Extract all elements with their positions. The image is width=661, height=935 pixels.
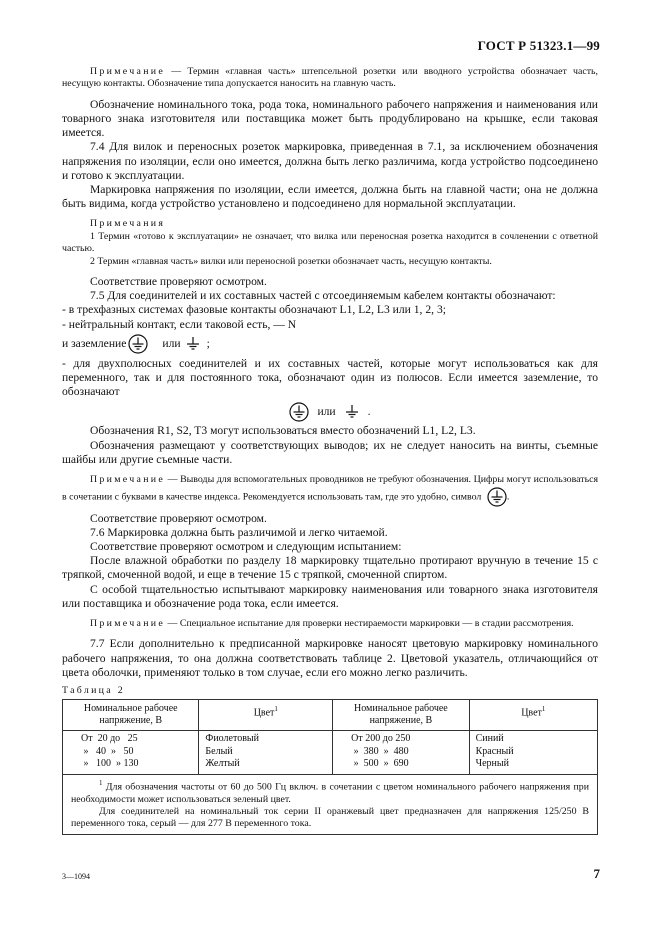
header-color-left [199, 700, 333, 731]
note-special-test [62, 618, 598, 630]
center-symbols [62, 402, 598, 422]
header-color-right [469, 700, 597, 731]
left-color-cell [199, 731, 333, 775]
table-caption: Таблица 2 [62, 684, 125, 696]
note-main-part [62, 66, 598, 91]
check-inspection-1: Соответствие проверяют осмотром. [90, 275, 267, 289]
paragraph-7-6: 7.6 Маркировка должна быть различимой и легко читаемой. [90, 525, 388, 539]
note-text: — Выводы для вспомогательных проводников не требуют обозначения. Цифры могут использоваться в сочетании с буквами в качестве индекса. Рекомендуется использовать там, где это удобно, символ [62, 474, 598, 502]
color-value: Черный [475, 758, 509, 770]
center-or: или [317, 405, 336, 419]
notes-heading: Примечания [90, 218, 166, 230]
footnote-2: Для соединителей на номинальный ток серии II оранжевый цвет предназначен для напряжения 125/250 В переменного тока, серый — для 277 В переменного тока. [71, 805, 589, 830]
item-neutral: - нейтральный контакт, если таковой есть, — N [62, 317, 297, 331]
footnote-sup: 1 [99, 778, 103, 787]
page-number: 7 [593, 866, 600, 881]
header-color-label: Цвет [253, 707, 275, 719]
note-text: — Термин «главная часть» штепсельной розетки или вводного устройства обозначает часть, несущую контакты. Обозначение типа допускается наносить на главную часть. [62, 66, 598, 90]
header-color-sup: 1 [541, 705, 546, 714]
paragraph-rated-marking: Обозначение номинального тока, рода тока, номинального рабочего напряжения и наименования или товарного знака изготовителя или поставщика может быть продублировано на крышке, если таковая имеется. [62, 97, 598, 140]
note-label: Примечание [90, 617, 166, 629]
paragraph-7-5: 7.5 Для соединителей и их составных частей с отсоединяемым кабелем контакты обозначают: [90, 289, 556, 303]
color-value: Белый [205, 745, 233, 757]
earth-prefix: и заземление [62, 336, 127, 350]
center-end: . [367, 405, 371, 419]
footnote-text: Для обозначения частоты от 60 до 500 Гц включ. в сочетании с цветом номинального рабочего напряжения при необходимости может использоваться зеленый цвет. [71, 781, 589, 805]
paragraph-7-7: 7.7 Если дополнительно к предписанной маркировке наносят цветовую маркировку номинального рабочего напряжения, то она должна соответствовать таблице 2. Цветовой указатель, отличающийся от цвета оболочки, применяют только в том случае, если его можно легко различить. [62, 637, 598, 679]
header-voltage-right: Номинальное рабочее напряжение, В [333, 700, 469, 731]
paragraph-wet-treatment: После влажной обработки по разделу 18 маркировку тщательно протирают вручную в течение 15 с тряпкой, смоченной водой, и еще в течение 15 с тряпкой, смоченной спиртом. [62, 554, 598, 582]
left-voltage-cell [63, 731, 199, 775]
earth-suffix: ; [206, 336, 210, 350]
color-value: Синий [475, 733, 504, 745]
voltage-range: » 380 » 480 [351, 745, 409, 757]
right-color-cell [469, 731, 597, 775]
paragraph-7-4: 7.4 Для вилок и переносных розеток маркировка, приведенная в 7.1, за исключением обозначения напряжения по изоляции, если оно имеется, должна быть легко различима, когда устройство подсоединено и готово к эксплуатации. [62, 140, 598, 182]
check-inspection-2: Соответствие проверяют осмотром. [90, 511, 267, 525]
table-footnote-row [63, 774, 598, 834]
table-row [63, 731, 598, 775]
note-2: 2 Термин «главная часть» вилки или переносной розетки обозначает часть, несущую контакты. [90, 255, 492, 267]
footnote-1 [71, 777, 589, 806]
print-code: 3—1094 [62, 872, 90, 881]
earth-icon [344, 404, 360, 420]
note-1: 1 Термин «готово к эксплуатации» не означает, что вилка или переносная розетка находится в сочленении с ответной частью. [62, 230, 598, 255]
paragraph-special-care: С особой тщательностью испытывают маркировку наименования или товарного знака изготовителя или поставщика и обозначение рода тока, если имеется. [62, 582, 598, 610]
paragraph-placement: Обозначения размещают у соответствующих выводов; их не следует наносить на винты, съемные шайбы или другие съемные части. [62, 438, 598, 466]
earth-or: или [162, 336, 181, 350]
voltage-range: » 40 » 50 [81, 745, 134, 757]
color-table [62, 699, 598, 834]
check-inspection-test: Соответствие проверяют осмотром и следующим испытанием: [90, 539, 402, 553]
standard-header: ГОСТ Р 51323.1—99 [477, 38, 600, 53]
voltage-range: » 500 » 690 [351, 758, 409, 770]
voltage-range: От 20 до 25 [81, 733, 138, 745]
earth-icon [185, 336, 201, 352]
table-footnotes [63, 774, 598, 834]
header-color-sup: 1 [274, 705, 278, 714]
color-value: Красный [475, 745, 514, 757]
item-three-phase: - в трехфазных системах фазовые контакты обозначают L1, L2, L3 или 1, 2, 3; [62, 303, 446, 317]
note-label: Примечание [90, 66, 166, 77]
voltage-range: От 200 до 250 [351, 733, 411, 745]
note-text: — Специальное испытание для проверки нестираемости маркировки — в стадии рассмотрения. [165, 617, 574, 629]
header-color-label: Цвет [521, 707, 542, 719]
page-content [62, 66, 598, 835]
note-label: Примечание [90, 474, 166, 486]
protective-earth-icon [128, 334, 148, 354]
item-two-pole: - для двухполюсных соединителей и их составных частей, которые могут использоваться как для переменного, так и для постоянного тока, обозначают один из полюсов. Если имеется заземление, то обозначают [62, 356, 598, 399]
table-header-row [63, 700, 598, 731]
earth-symbol-line [62, 334, 598, 354]
color-value: Фиолетовый [205, 733, 260, 745]
note-end: . [506, 490, 510, 502]
protective-earth-icon [487, 487, 510, 507]
note-auxiliary [62, 474, 598, 506]
protective-earth-icon [289, 402, 309, 422]
paragraph-r1-s2-t3: Обозначения R1, S2, T3 могут использоваться вместо обозначений L1, L2, L3. [90, 424, 476, 438]
color-value: Желтый [205, 758, 240, 770]
right-voltage-cell [333, 731, 469, 775]
voltage-range: » 100 » 130 [81, 758, 139, 770]
paragraph-insulation: Маркировка напряжения по изоляции, если имеется, должна быть на главной части; она не должна быть видима, когда устройство установлено и подсоединено для нормальной эксплуатации. [62, 183, 598, 211]
header-voltage-left: Номинальное рабочее напряжение, В [63, 700, 199, 731]
